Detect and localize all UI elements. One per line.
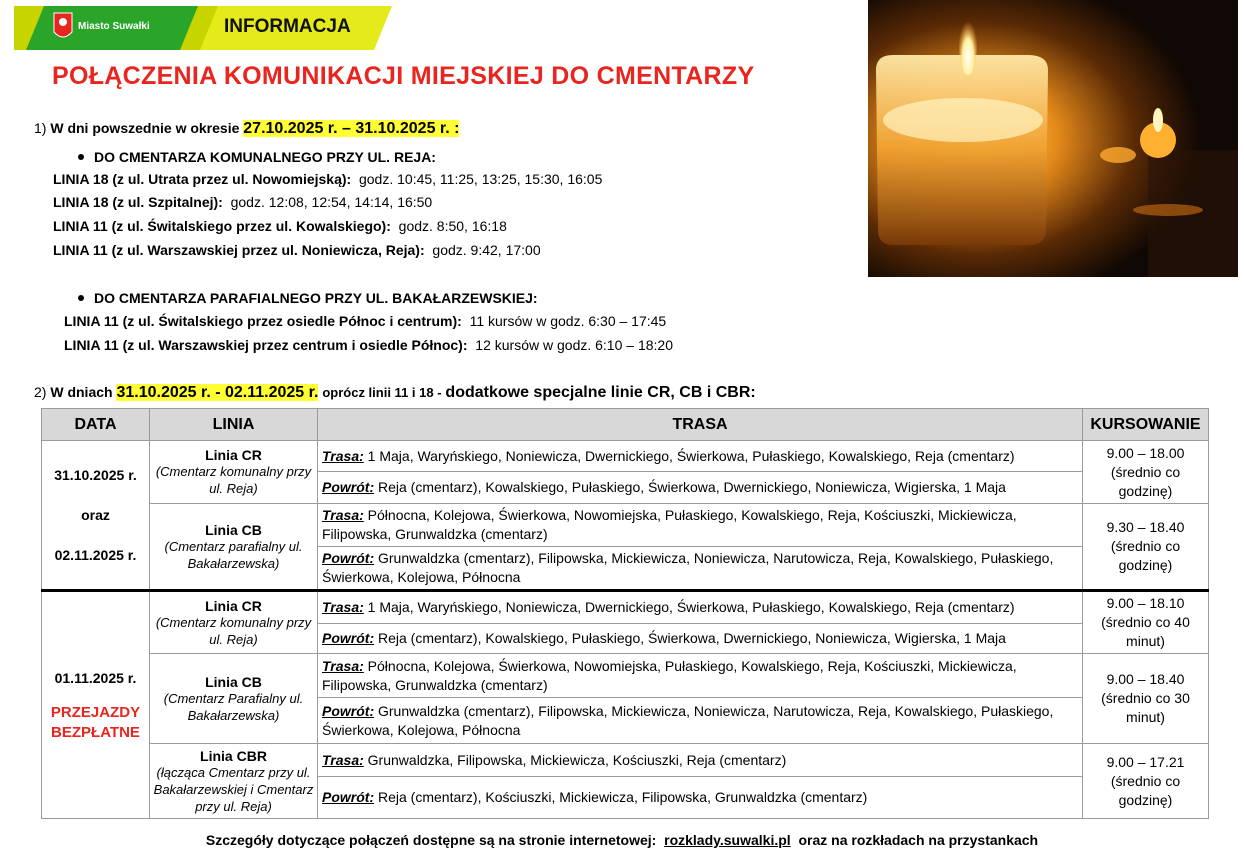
line-cell: Linia CB (Cmentarz Parafialny ul. Bakałarzewska) (150, 654, 318, 744)
section2-number: 2) (34, 384, 47, 400)
parafialny-line-2: LINIA 11 (z ul. Warszawskiej przez centrum i osiedle Północ): 12 kursów w godz. 6:10 – 18:20 (64, 337, 673, 353)
bullet-icon (78, 154, 84, 160)
line-cell: Linia CBR (łącząca Cmentarz przy ul. Bakałarzewskiej i Cmentarz przy ul. Reja) (150, 744, 318, 819)
komunalny-line-4: LINIA 11 (z ul. Warszawskiej przez ul. Noniewicza, Reja): godz. 9:42, 17:00 (53, 242, 541, 258)
kursowanie-cell: 9.00 – 18.40 (średnio co 30 minut) (1083, 654, 1209, 744)
kursowanie-cell: 9.00 – 18.10 (średnio co 40 minut) (1083, 591, 1209, 654)
trasa-cell: Trasa: 1 Maja, Waryńskiego, Noniewicza, Dwernickiego, Świerkowa, Pułaskiego, Kowalskiego, Reja (cmentarz) (318, 441, 1083, 472)
section2-special: dodatkowe specjalne linie CR, CB i CBR (445, 384, 751, 401)
page-title: POŁĄCZENIA KOMUNIKACJI MIEJSKIEJ DO CMENTARZY (52, 62, 755, 90)
trasa-cell: Trasa: Północna, Kolejowa, Świerkowa, Nowomiejska, Pułaskiego, Kowalskiego, Reja, Kościuszki, Mickiewicza, Filipowska, Grunwaldzka (cmentarz) (318, 504, 1083, 547)
table-row (42, 504, 1209, 547)
kursowanie-cell: 9.00 – 17.21 (średnio co godzinę) (1083, 744, 1209, 819)
date-cell: 31.10.2025 r. oraz 02.11.2025 r. (42, 441, 150, 591)
info-badge: INFORMACJA (224, 16, 351, 37)
powrot-cell: Powrót: Grunwaldzka (cmentarz), Filipowska, Mickiewicza, Noniewicza, Narutowicza, Reja, Kowalskiego, Pułaskiego, Świerkowa, Kolejowa, Północna (318, 547, 1083, 591)
section2-period: 31.10.2025 r. - 02.11.2025 r. (116, 384, 319, 401)
header-banner (14, 4, 394, 52)
komunalny-line-2: LINIA 18 (z ul. Szpitalnej): godz. 12:08, 12:54, 14:14, 16:50 (53, 194, 433, 210)
date-cell: 01.11.2025 r. PRZEJAZDY BEZPŁATNE (42, 591, 150, 819)
powrot-cell: Powrót: Reja (cmentarz), Kowalskiego, Pułaskiego, Świerkowa, Dwernickiego, Noniewicza, Wigierska, 1 Maja (318, 472, 1083, 504)
line-cell: Linia CR (Cmentarz komunalny przy ul. Reja) (150, 441, 318, 504)
footer-note: Szczegóły dotyczące połączeń dostępne są na stronie internetowej: rozklady.suwalki.pl oraz na rozkładach na przystankach (205, 832, 1039, 848)
section1-prefix: W dni powszednie w okresie (50, 120, 240, 136)
header-linia: LINIA (150, 409, 318, 441)
header-kursowanie: KURSOWANIE (1083, 409, 1209, 441)
section1-period: 27.10.2025 r. – 31.10.2025 r. : (243, 120, 460, 137)
bullet-icon (78, 295, 84, 301)
table-row (42, 654, 1209, 698)
powrot-cell: Powrót: Reja (cmentarz), Kościuszki, Mickiewicza, Filipowska, Grunwaldzka (cmentarz) (318, 777, 1083, 819)
candle-photo (868, 0, 1238, 277)
city-name: Miasto Suwałki (78, 21, 150, 32)
section2-heading: 2) W dniach 31.10.2025 r. - 02.11.2025 r. oprócz linii 11 i 18 - dodatkowe specjalne linie CR, CB i CBR: (34, 384, 756, 401)
header-data: DATA (42, 409, 150, 441)
free-rides-badge: PRZEJAZDY BEZPŁATNE (50, 704, 141, 741)
parafialny-heading: DO CMENTARZA PARAFIALNEGO PRZY UL. BAKAŁARZEWSKIEJ: (78, 290, 538, 306)
line-cell: Linia CR (Cmentarz komunalny przy ul. Reja) (150, 591, 318, 654)
powrot-cell: Powrót: Reja (cmentarz), Kowalskiego, Pułaskiego, Świerkowa, Dwernickiego, Noniewicza, Wigierska, 1 Maja (318, 624, 1083, 654)
coat-of-arms-icon (54, 13, 72, 37)
table-row (42, 744, 1209, 777)
kursowanie-cell: 9.00 – 18.00 (średnio co godzinę) (1083, 441, 1209, 504)
section2-middle: oprócz linii 11 i 18 - (322, 385, 442, 400)
komunalny-line-1: LINIA 18 (z ul. Utrata przez ul. Nowomiejską): godz. 10:45, 11:25, 13:25, 15:30, 16:05 (53, 171, 603, 187)
header-trasa: TRASA (318, 409, 1083, 441)
komunalny-line-3: LINIA 11 (z ul. Świtalskiego przez ul. Kowalskiego): godz. 8:50, 16:18 (53, 218, 507, 234)
parafialny-line-1: LINIA 11 (z ul. Świtalskiego przez osiedle Północ i centrum): 11 kursów w godz. 6:30 – 17:45 (64, 313, 667, 329)
trasa-cell: Trasa: 1 Maja, Waryńskiego, Noniewicza, Dwernickiego, Świerkowa, Pułaskiego, Kowalskiego, Reja (cmentarz) (318, 591, 1083, 624)
line-cell: Linia CB (Cmentarz parafialny ul. Bakałarzewska) (150, 504, 318, 591)
powrot-cell: Powrót: Grunwaldzka (cmentarz), Filipowska, Mickiewicza, Noniewicza, Narutowicza, Reja, Kowalskiego, Pułaskiego, Świerkowa, Kolejowa, Północna (318, 698, 1083, 744)
komunalny-heading: DO CMENTARZA KOMUNALNEGO PRZY UL. REJA: (78, 149, 436, 165)
table-header-row (42, 409, 1209, 441)
table-row (42, 591, 1209, 624)
section1-number: 1) (34, 120, 47, 136)
trasa-cell: Trasa: Grunwaldzka, Filipowska, Mickiewicza, Kościuszki, Reja (cmentarz) (318, 744, 1083, 777)
timetable-link[interactable]: rozklady.suwalki.pl (664, 832, 791, 848)
section1-heading (34, 120, 459, 138)
kursowanie-cell: 9.30 – 18.40 (średnio co godzinę) (1083, 504, 1209, 591)
section2-prefix: W dniach (50, 384, 113, 400)
trasa-cell: Trasa: Północna, Kolejowa, Świerkowa, Nowomiejska, Pułaskiego, Kowalskiego, Reja, Kościuszki, Mickiewicza, Filipowska, Grunwaldzka (cmentarz) (318, 654, 1083, 698)
schedule-table (41, 408, 1209, 819)
table-row (42, 441, 1209, 472)
